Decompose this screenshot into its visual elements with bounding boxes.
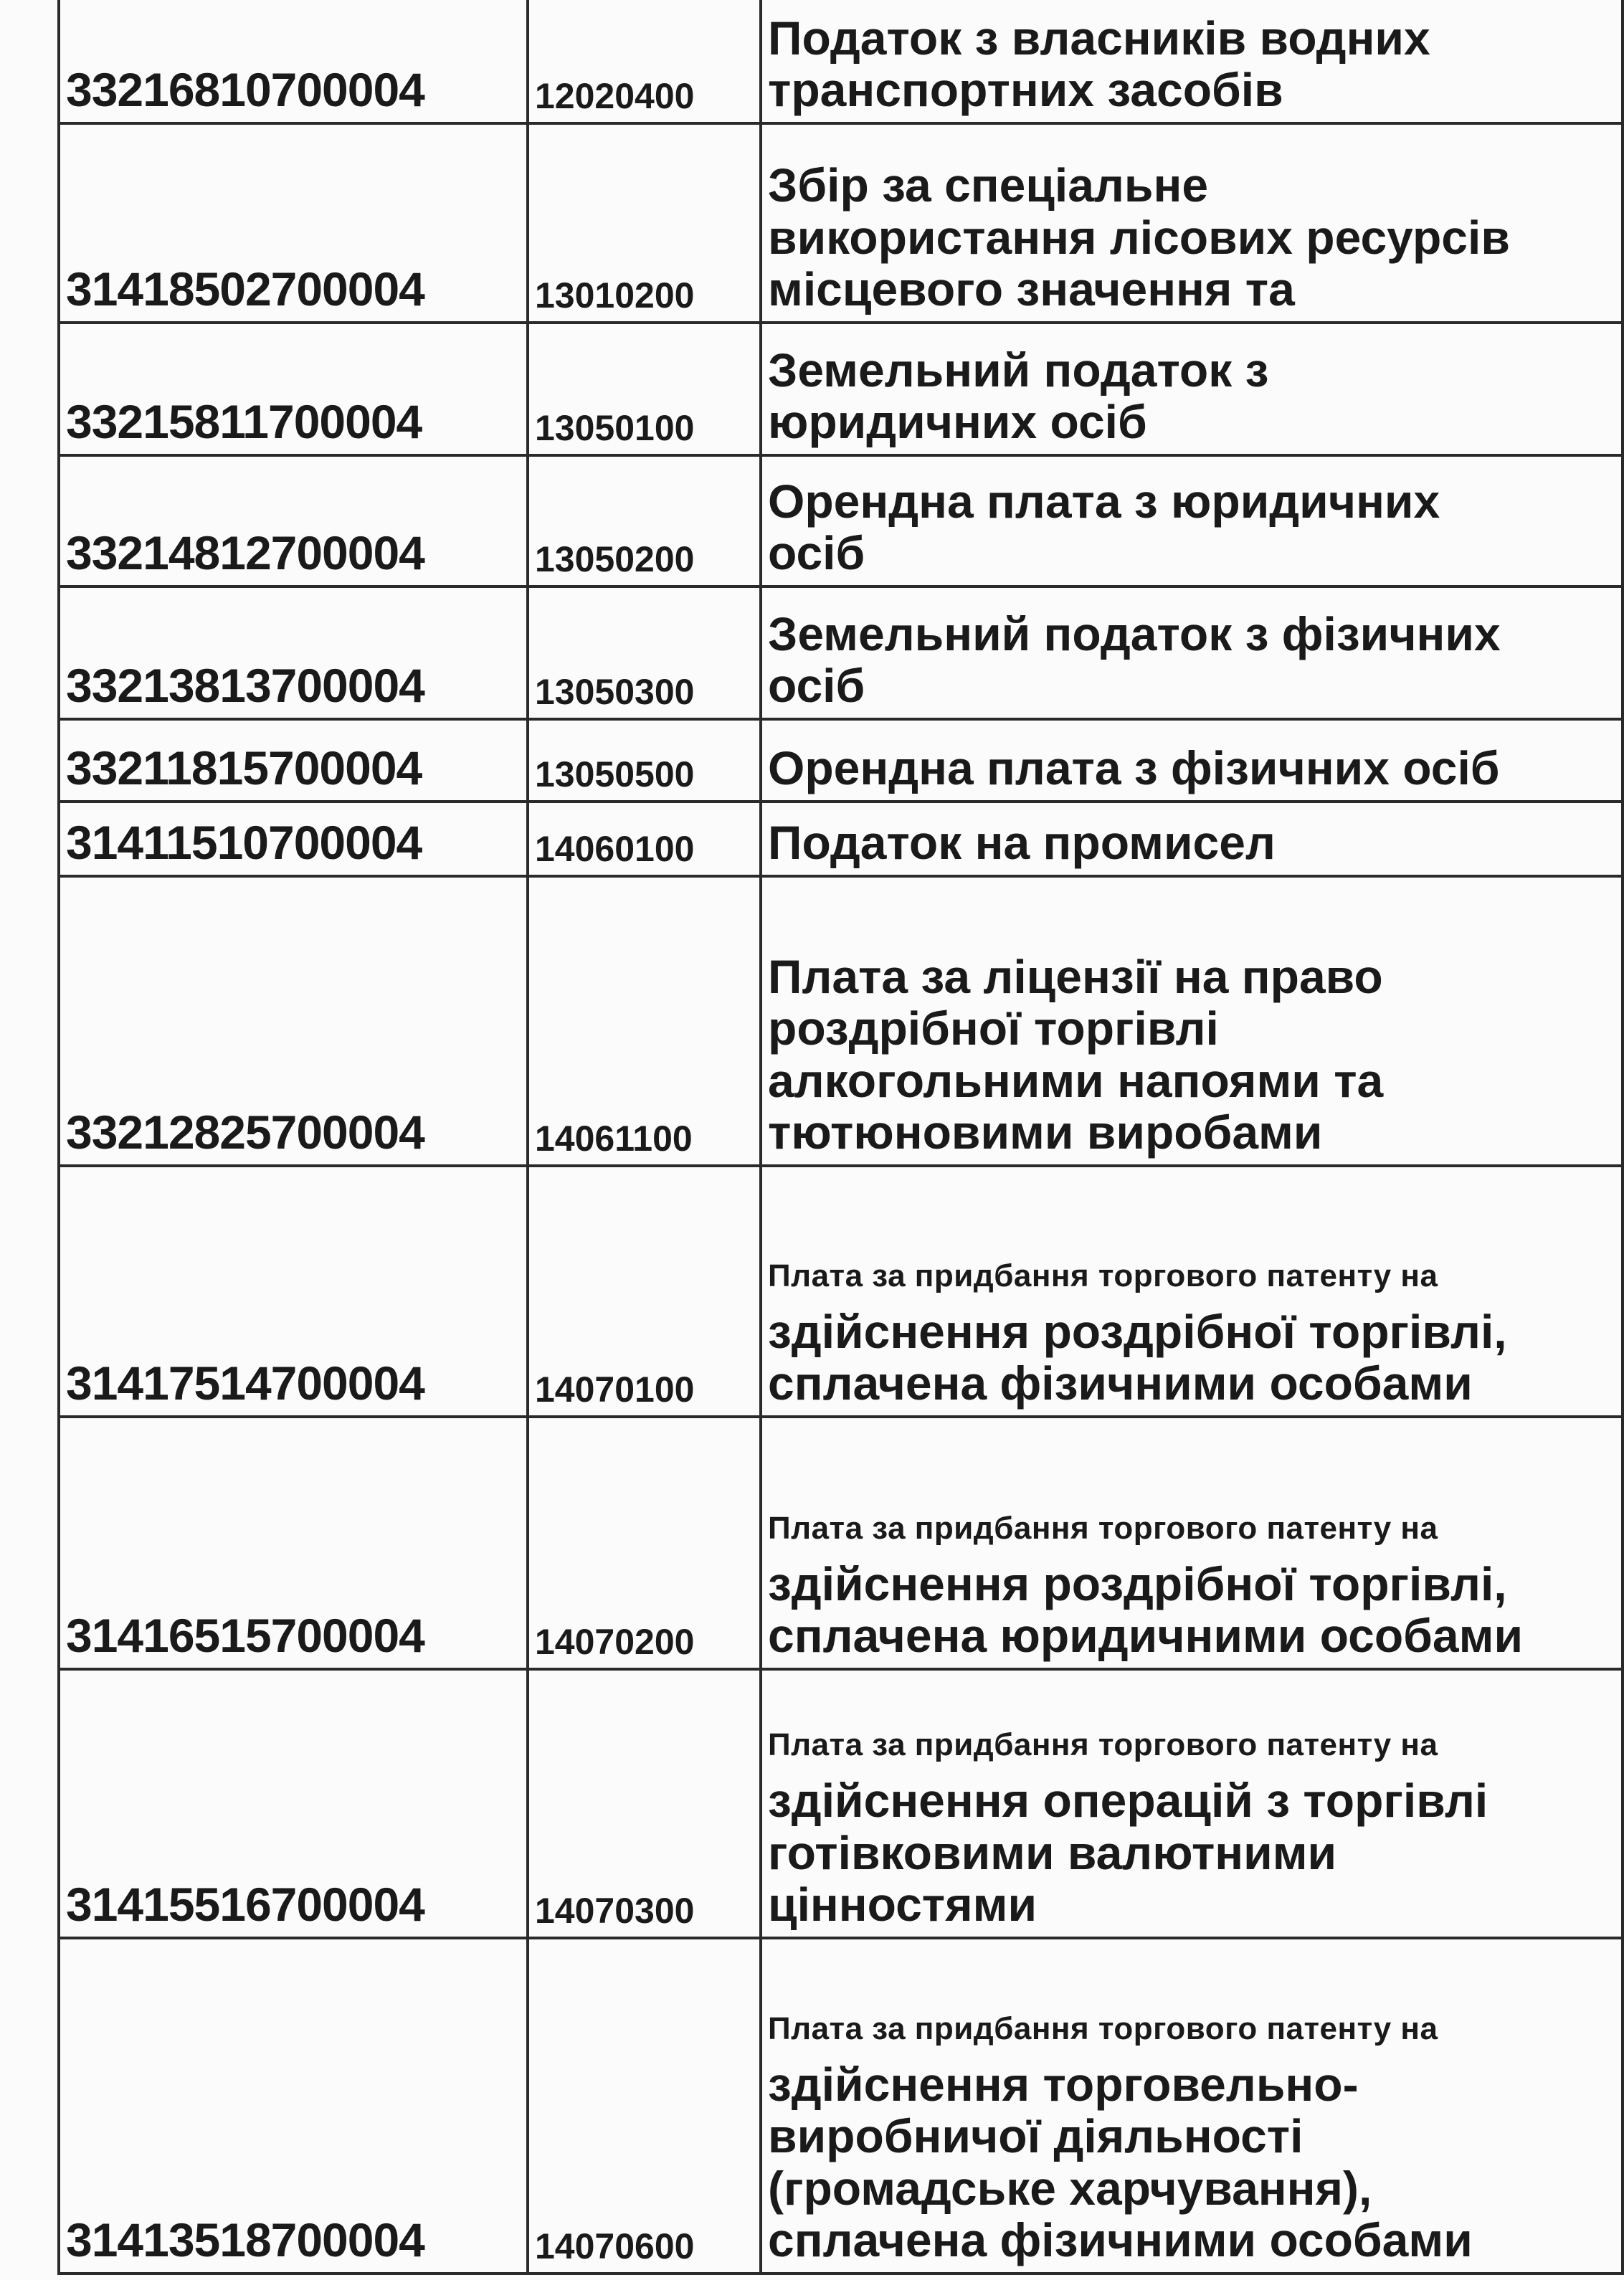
table-row <box>59 323 1623 455</box>
payment-name-text: Податок з власників водних транспортних засобів <box>768 11 1430 117</box>
payment-name-text: Земельний податок з юридичних осіб <box>768 343 1269 449</box>
table-body <box>59 0 1623 2274</box>
table-row <box>59 0 1623 123</box>
account-number-cell: 31415516700004 <box>59 1669 528 1938</box>
payment-name-cell <box>761 455 1623 586</box>
classification-code-cell: 12020400 <box>528 0 761 123</box>
payment-name-text: Орендна плата з фізичних осіб <box>768 741 1500 795</box>
payment-name-cell <box>761 1669 1623 1938</box>
classification-code-cell: 14070600 <box>528 1938 761 2274</box>
account-number-cell: 31418502700004 <box>59 123 528 323</box>
table-row <box>59 1417 1623 1669</box>
payment-name-text: Орендна плата з юридичних осіб <box>768 474 1440 580</box>
account-number-cell: 31416515700004 <box>59 1417 528 1669</box>
payment-name-text: Збір за спеціальне використання лісових ресурсів місцевого значення та <box>768 158 1510 316</box>
payment-name-cell <box>761 1938 1623 2274</box>
classification-code-cell: 13050100 <box>528 323 761 455</box>
account-number-cell: 31411510700004 <box>59 802 528 876</box>
payment-name-lead-text: Плата за придбання торгового патенту на <box>768 1258 1438 1293</box>
classification-code-cell: 14070100 <box>528 1166 761 1417</box>
payment-name-text: Плата за ліцензії на право роздрібної торгівлі алкогольними напоями та тютюновими виробами <box>768 949 1384 1159</box>
payment-name-text: здійснення роздрібної торгівлі, сплачена фізичними особами <box>768 1304 1507 1410</box>
budget-codes-table <box>57 0 1624 2275</box>
account-number-cell: 33213813700004 <box>59 586 528 719</box>
table-row <box>59 802 1623 876</box>
classification-code-cell: 14070300 <box>528 1669 761 1938</box>
account-number-cell: 31413518700004 <box>59 1938 528 2274</box>
payment-name-cell <box>761 1166 1623 1417</box>
payment-name-cell <box>761 123 1623 323</box>
classification-code-cell: 13050300 <box>528 586 761 719</box>
classification-code-cell: 13050500 <box>528 719 761 802</box>
classification-code-cell: 14060100 <box>528 802 761 876</box>
payment-name-cell <box>761 0 1623 123</box>
table-row <box>59 123 1623 323</box>
payment-name-text: здійснення торговельно- виробничої діяльності (громадське харчування), сплачена фізичними особами <box>768 2057 1473 2267</box>
account-number-cell: 33212825700004 <box>59 876 528 1166</box>
account-number-cell: 33211815700004 <box>59 719 528 802</box>
payment-name-text: Земельний податок з фізичних осіб <box>768 607 1501 713</box>
payment-name-text: здійснення роздрібної торгівлі, сплачена юридичними особами <box>768 1557 1524 1663</box>
payment-name-cell <box>761 323 1623 455</box>
classification-code-cell: 14070200 <box>528 1417 761 1669</box>
account-number-cell: 33214812700004 <box>59 455 528 586</box>
table-row <box>59 455 1623 586</box>
payment-name-cell <box>761 802 1623 876</box>
payment-name-cell <box>761 876 1623 1166</box>
table-row <box>59 1669 1623 1938</box>
payment-name-text: здійснення операцій з торгівлі готівковими валютними цінностями <box>768 1774 1488 1932</box>
payment-name-lead-text: Плата за придбання торгового патенту на <box>768 1727 1438 1763</box>
classification-code-cell: 13010200 <box>528 123 761 323</box>
classification-code-cell: 14061100 <box>528 876 761 1166</box>
payment-name-cell <box>761 719 1623 802</box>
payment-name-cell <box>761 586 1623 719</box>
payment-name-lead-text: Плата за придбання торгового патенту на <box>768 2010 1438 2046</box>
payment-name-text: Податок на промисел <box>768 816 1276 870</box>
payment-name-cell <box>761 1417 1623 1669</box>
table-row <box>59 876 1623 1166</box>
account-number-cell: 33215811700004 <box>59 323 528 455</box>
classification-code-cell: 13050200 <box>528 455 761 586</box>
account-number-cell: 33216810700004 <box>59 0 528 123</box>
payment-name-lead-text: Плата за придбання торгового патенту на <box>768 1510 1438 1546</box>
table-row <box>59 1166 1623 1417</box>
table-row <box>59 1938 1623 2274</box>
table-row <box>59 719 1623 802</box>
account-number-cell: 31417514700004 <box>59 1166 528 1417</box>
table-row <box>59 586 1623 719</box>
